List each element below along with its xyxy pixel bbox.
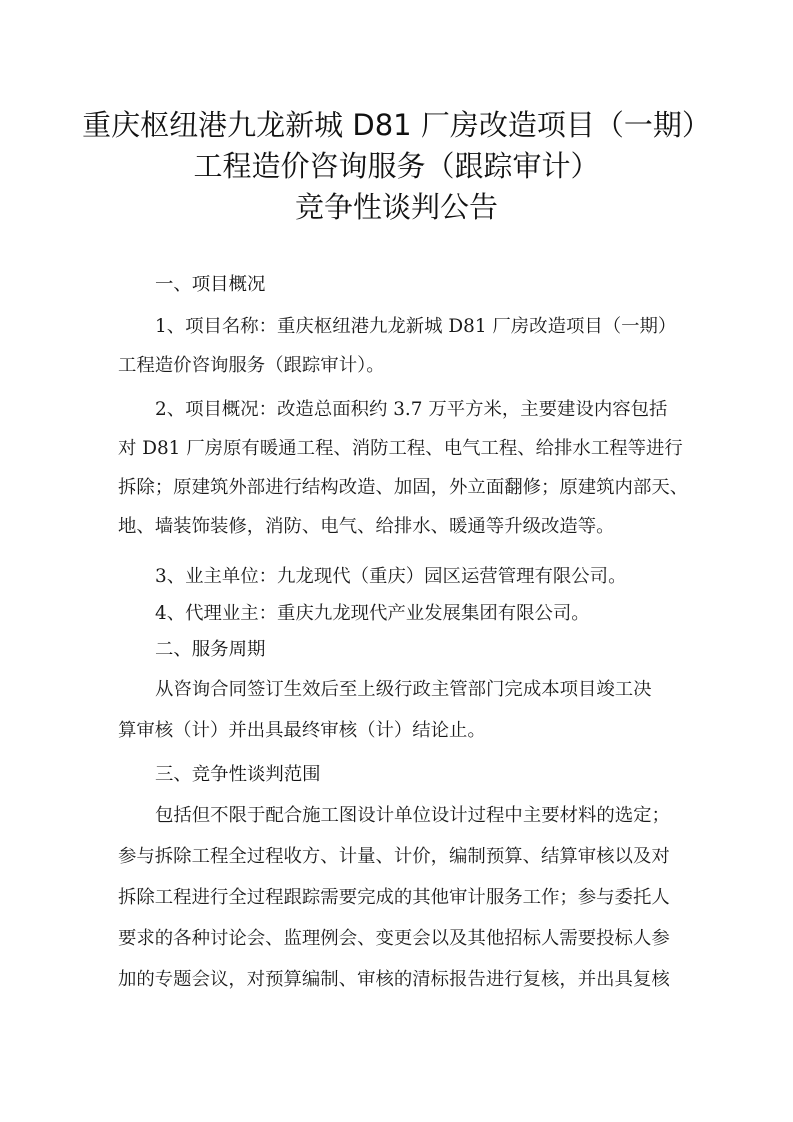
section-heading-service-period: 二、服务周期 xyxy=(155,639,266,660)
paragraph-line: 加的专题会议，对预算编制、审核的清标报告进行复核，并出具复核 xyxy=(118,969,670,990)
paragraph-line: 参与拆除工程全过程收方、计量、计价，编制预算、结算审核以及对 xyxy=(118,846,670,867)
paragraph-line: 1、项目名称：重庆枢纽港九龙新城 D81 厂房改造项目（一期） xyxy=(155,316,677,337)
paragraph-line: 拆除工程进行全过程跟踪需要完成的其他审计服务工作；参与委托人 xyxy=(118,887,670,908)
paragraph-line: 4、代理业主：重庆九龙现代产业发展集团有限公司。 xyxy=(155,603,590,624)
section-heading-overview: 一、项目概况 xyxy=(155,274,266,295)
paragraph-line: 工程造价咨询服务（跟踪审计）。 xyxy=(118,355,385,376)
paragraph-line: 要求的各种讨论会、监理例会、变更会以及其他招标人需要投标人参 xyxy=(118,928,670,949)
paragraph-line: 算审核（计）并出具最终审核（计）结论止。 xyxy=(118,720,486,741)
paragraph-line: 对 D81 厂房原有暖通工程、消防工程、电气工程、给排水工程等进行 xyxy=(118,438,683,459)
document-title-line-3: 竞争性谈判公告 xyxy=(294,190,498,224)
paragraph-line: 从咨询合同签订生效后至上级行政主管部门完成本项目竣工决 xyxy=(155,679,652,700)
paragraph-line: 3、业主单位：九龙现代（重庆）园区运营管理有限公司。 xyxy=(155,566,627,587)
section-heading-negotiation-scope: 三、竞争性谈判范围 xyxy=(155,764,321,785)
paragraph-line: 包括但不限于配合施工图设计单位设计过程中主要材料的选定； xyxy=(155,805,670,826)
document-title-line-2: 工程造价咨询服务（跟踪审计） xyxy=(193,149,600,183)
document-title-line-1: 重庆枢纽港九龙新城 D81 厂房改造项目（一期） xyxy=(82,108,711,142)
paragraph-line: 2、项目概况：改造总面积约 3.7 万平方米，主要建设内容包括 xyxy=(155,399,668,420)
paragraph-line: 地、墙装饰装修，消防、电气、给排水、暖通等升级改造等。 xyxy=(118,516,615,537)
paragraph-line: 拆除；原建筑外部进行结构改造、加固，外立面翻修；原建筑内部天、 xyxy=(118,477,689,498)
